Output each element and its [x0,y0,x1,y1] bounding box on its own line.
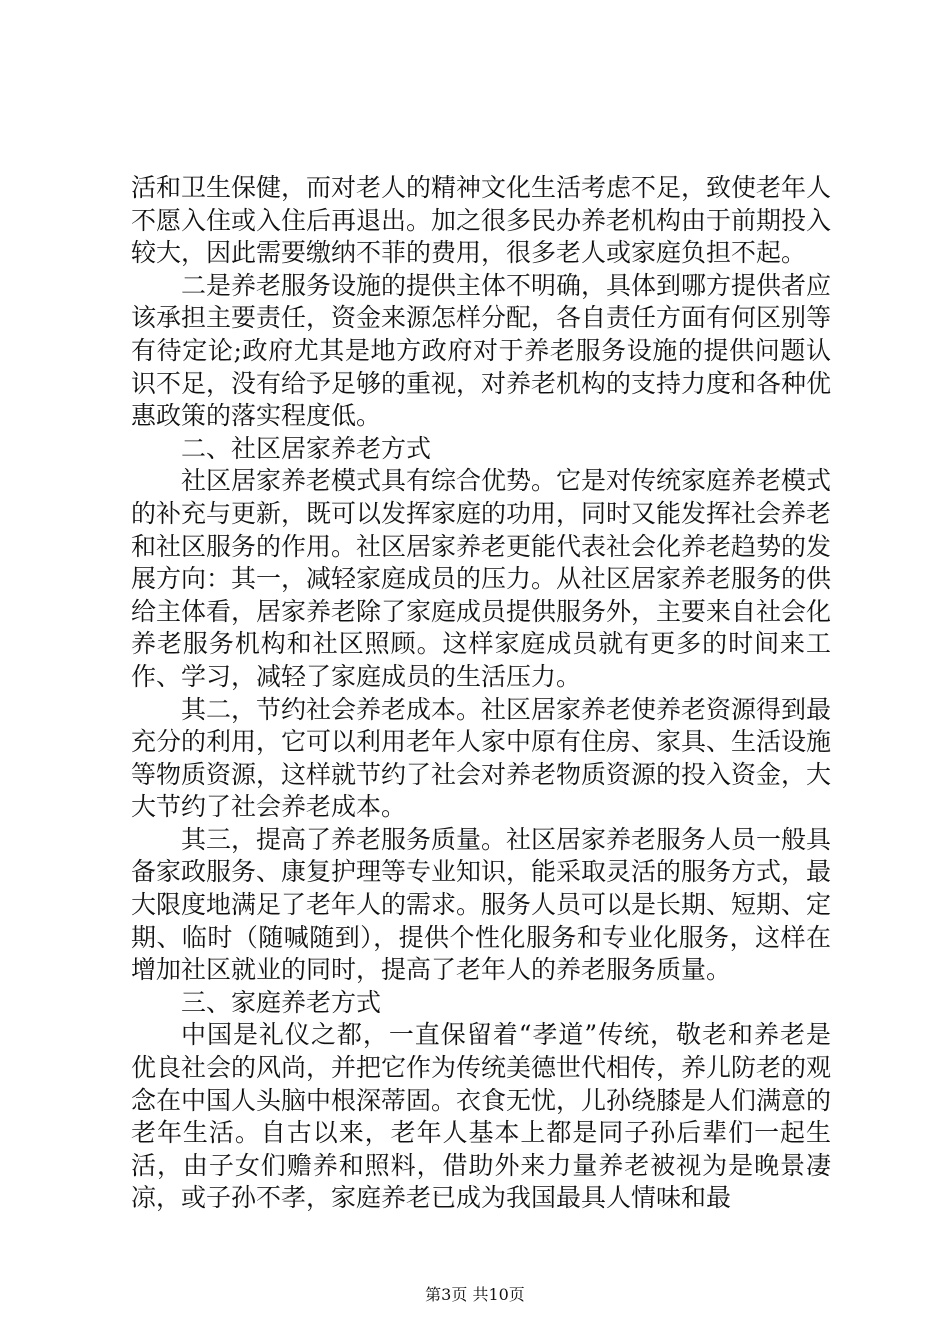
page-footer [0,1282,950,1305]
section-heading-community-home-care: 二、社区居家养老方式 [181,433,432,463]
paragraph-community-advantages: 社区居家养老模式具有综合优势。它是对传统家庭养老模式的补充与更新，既可以发挥家庭的功用，同时又能发挥社会养老和社区服务的作用。社区居家养老更能代表社会化养老趋势的发展方向：其一，减轻家庭成员的压力。从社区居家养老服务的供给主体看，居家养老除了家庭成员提供服务外，主要来自社会化养老服务机构和社区照顾。这样家庭成员就有更多的时间来工作、学习，减轻了家庭成员的生活压力。 [131,466,832,691]
paragraph-cost-saving: 其二，节约社会养老成本。社区居家养老使养老资源得到最充分的利用，它可以利用老年人家中原有住房、家具、生活设施等物质资源，这样就节约了社会对养老物质资源的投入资金，大大节约了社会养老成本。 [131,694,832,822]
paragraph-family-tradition: 中国是礼仪之都，一直保留着“孝道”传统，敬老和养老是优良社会的风尚，并把它作为传统美德世代相传，养儿防老的观念在中国人头脑中根深蒂固。衣食无忧，儿孙绕膝是人们满意的老年生活。自古以来，老年人基本上都是同子孙后辈们一起生活，由子女们赡养和照料，借助外来力量养老被视为是晚景凄凉，或子孙不孝，家庭养老已成为我国最具人情味和最 [131,1020,832,1213]
paragraph-facility-provider: 二是养老服务设施的提供主体不明确，具体到哪方提供者应该承担主要责任，资金来源怎样分配，各自责任方面有何区别等有待定论;政府尤其是地方政府对于养老服务设施的提供问题认识不足，没有给予足够的重视，对养老机构的支持力度和各种优惠政策的落实程度低。 [131,270,832,431]
section-heading-family-care: 三、家庭养老方式 [181,987,382,1017]
page-number-label: 第3页 共10页 [425,1285,525,1304]
paragraph-continuation: 活和卫生保健，而对老人的精神文化生活考虑不足，致使老年人不愿入住或入住后再退出。加之很多民办养老机构由于前期投入较大，因此需要缴纳不菲的费用，很多老人或家庭负担不起。 [131,173,832,268]
paragraph-service-quality: 其三，提高了养老服务质量。社区居家养老服务人员一般具备家政服务、康复护理等专业知识，能采取灵活的服务方式，最大限度地满足了老年人的需求。服务人员可以是长期、短期、定期、临时（随喊随到），提供个性化服务和专业化服务，这样在增加社区就业的同时，提高了老年人的养老服务质量。 [131,824,832,985]
document-body [131,172,831,1215]
